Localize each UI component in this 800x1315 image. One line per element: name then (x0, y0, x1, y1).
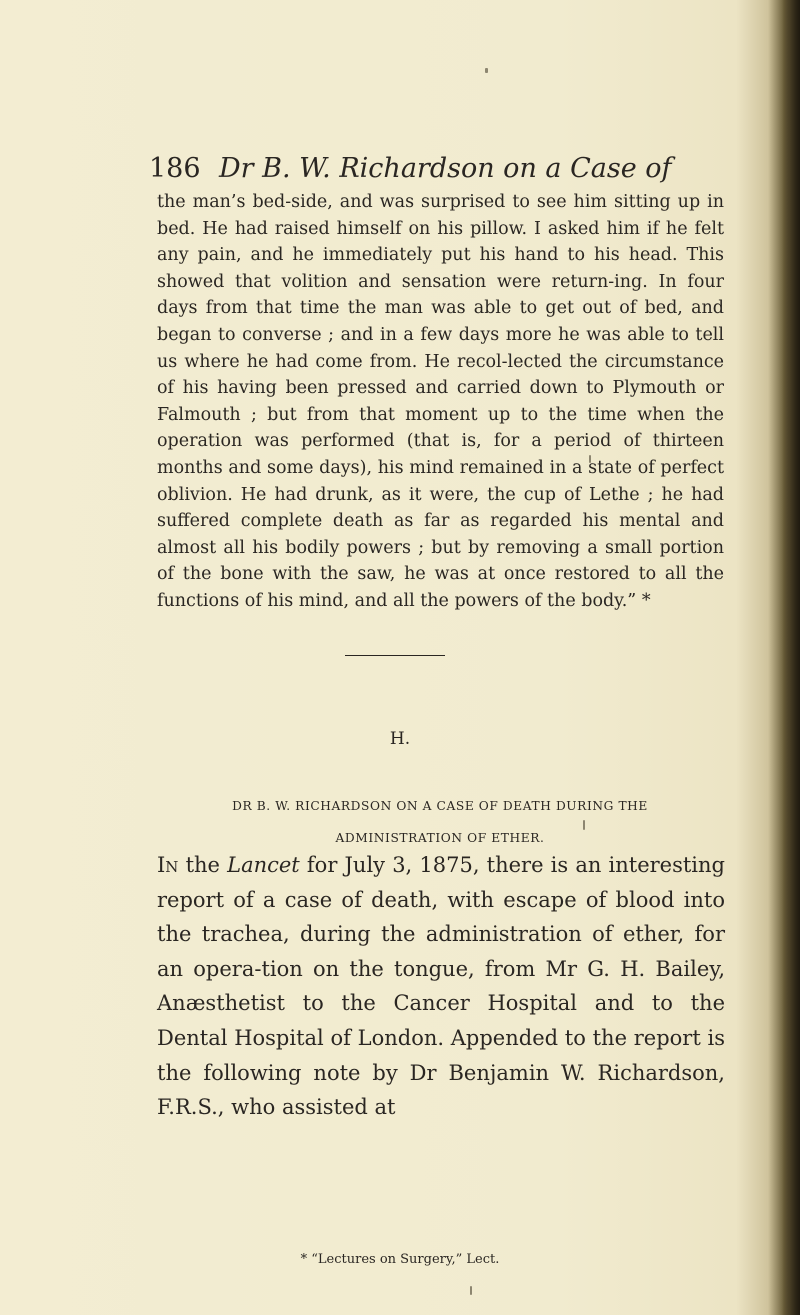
lead-text-before-journal: the (178, 853, 228, 877)
continued-paragraph: the man’s bed-side, and was surprised to see him sitting up in bed. He had raised himself on his pillow. I asked him if he felt any pain, and he immediately put his hand to his head. This showed that volition and sensation were return-ing. In four days from that time the man was able to get out of bed, and began to converse ; and in a few days more he was able to tell us where he had come from. He recol-lected the circumstance of his having been pressed and carried down to Plymouth or Falmouth ; but from that moment up to the time when the operation was performed (that is, for a period of thirteen months and some days), his mind remained in a state of perfect oblivion. He had drunk, as it were, the cup of Lethe ; he had suffered complete death as far as regarded his mental and almost all his bodily powers ; but by removing a small portion of the bone with the saw, he was at once restored to all the functions of his mind, and all the powers of the body.” * (157, 192, 724, 611)
page-gutter-shadow (782, 0, 800, 1315)
footnote: * “Lectures on Surgery,” Lect. (300, 1252, 500, 1267)
lead-opening-word: In (157, 853, 179, 877)
running-title: Dr B. W. Richardson on a Case of (219, 153, 672, 184)
journal-name: Lancet (227, 853, 300, 877)
section-letter: H. (389, 729, 411, 749)
page-number: 186 (149, 153, 201, 184)
lead-text-after-journal: for July 3, 1875, there is an interesting report of a case of death, with escape of blood into the trachea, during the administration of ether, for an opera-tion on the tongue, from Mr G. H. Bailey, Anæsthetist to the Cancer Hospital and to the Dental Hospital of London. Appended to the report is the following note by Dr Benjamin W. Richardson, F.R.S., who assisted at (157, 853, 725, 1120)
running-header (149, 152, 709, 186)
print-speck (485, 68, 488, 73)
lead-paragraph (157, 848, 725, 1125)
section-divider (345, 655, 445, 656)
section-title-line-1: DR B. W. RICHARDSON ON A CASE OF DEATH DURING THE (232, 799, 648, 813)
section-title-line-2: ADMINISTRATION OF ETHER. (335, 831, 545, 845)
print-speck (470, 1286, 472, 1295)
section-title (160, 790, 720, 854)
